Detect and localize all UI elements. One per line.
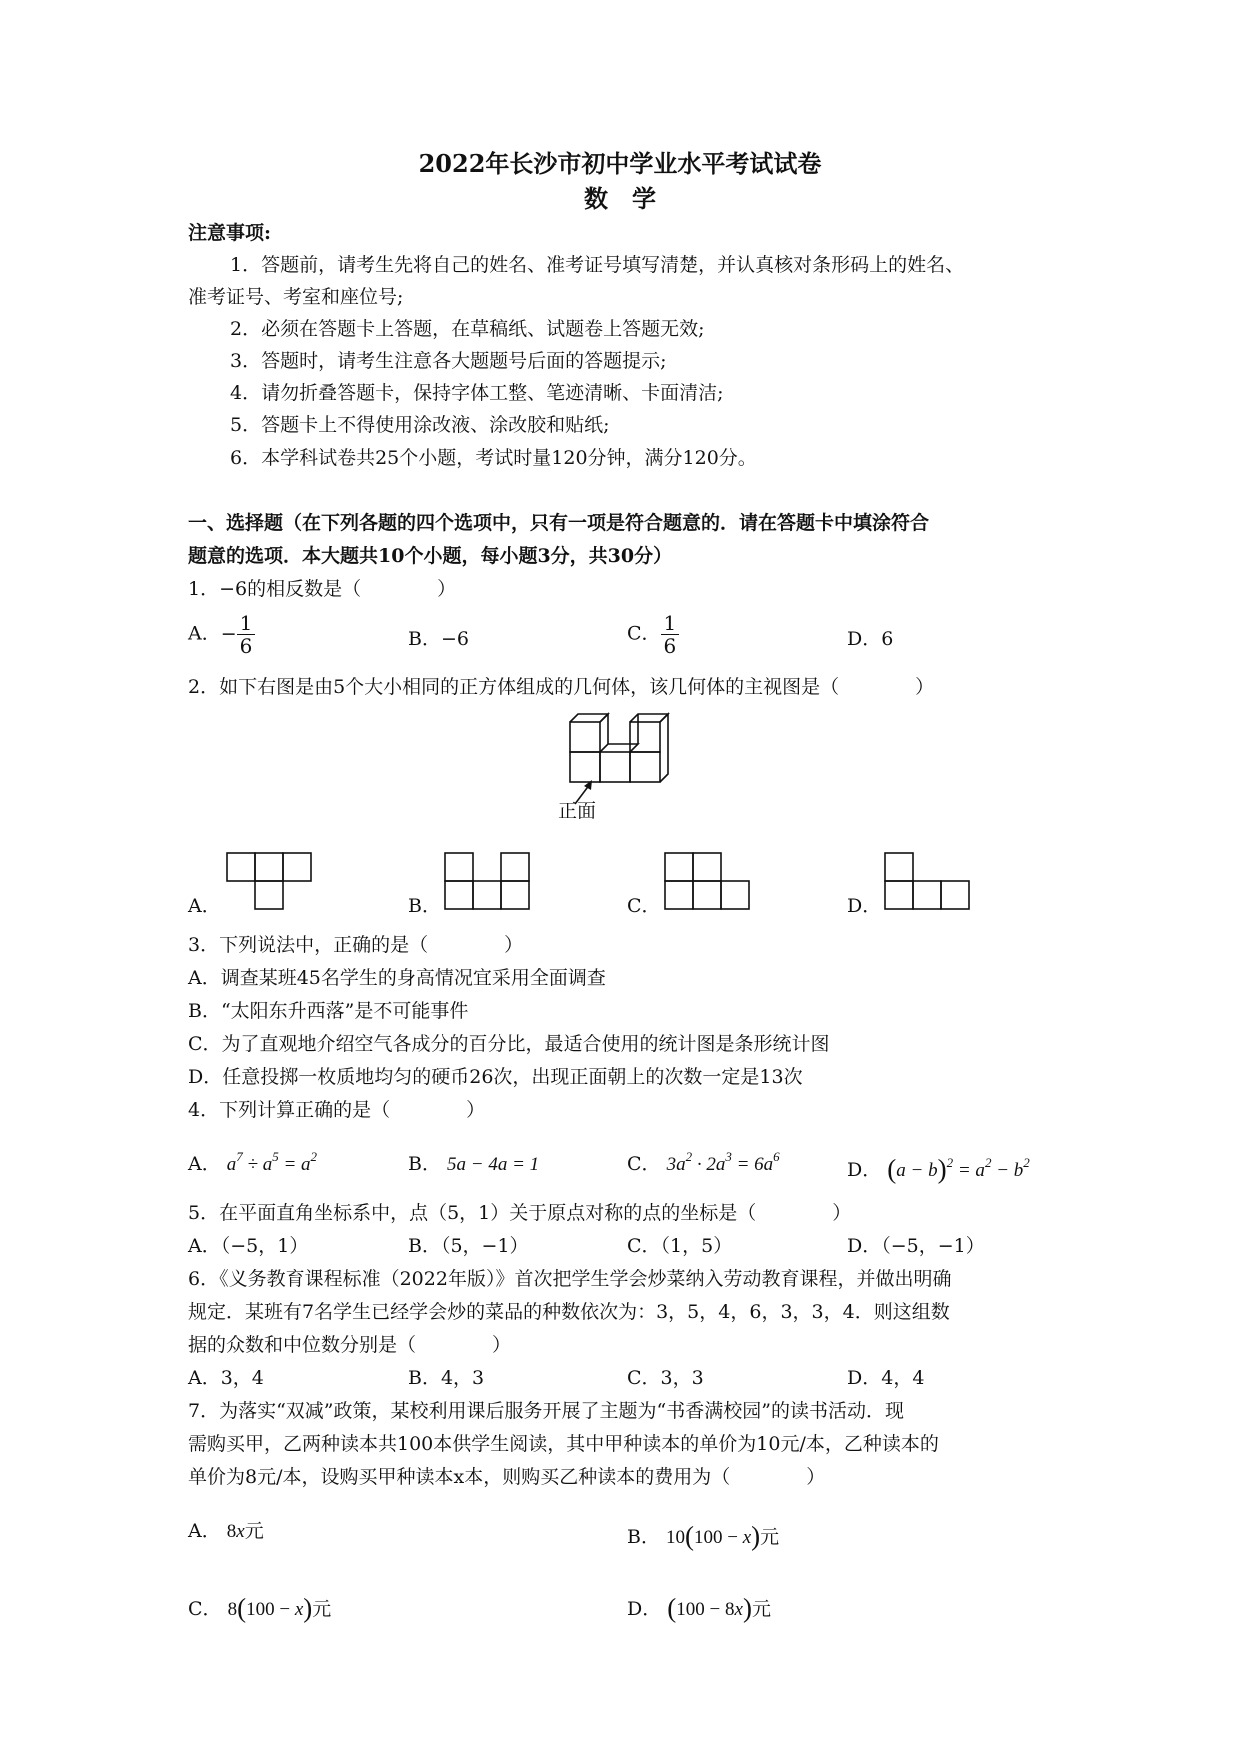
- q1-option-d: D．6: [847, 628, 894, 650]
- q4-a-label: A．: [188, 1153, 221, 1175]
- q6-option-d: D．4，4: [847, 1367, 925, 1389]
- q4-option-d: [847, 1153, 1030, 1185]
- notice-item-6: 6．本学科试卷共25个小题，考试时量120分钟，满分120分。: [230, 447, 757, 469]
- q5-option-c: C．（1，5）: [627, 1235, 733, 1257]
- q5-stem: 5．在平面直角坐标系中，点（5，1）关于原点对称的点的坐标是（ ）: [188, 1202, 852, 1224]
- q1-option-a: [188, 612, 255, 657]
- q4-stem: 4．下列计算正确的是（ ）: [188, 1099, 486, 1121]
- q1-a-num: 1: [237, 612, 256, 635]
- q4-a-expr: $a^7 \div a^5 = a^2$: [226, 1149, 318, 1175]
- q4-option-b: [408, 1153, 539, 1177]
- q2-stem: 2．如下右图是由5个大小相同的正方体组成的几何体，该几何体的主视图是（ ）: [188, 676, 935, 698]
- q7-b-unit: 元: [760, 1526, 780, 1548]
- q6-option-c: C．3，3: [627, 1367, 704, 1389]
- q7-option-d: [627, 1592, 771, 1624]
- q4-option-a: [188, 1149, 318, 1177]
- exam-title: 2022年长沙市初中学业水平考试试卷: [418, 149, 822, 178]
- q4-option-c: [627, 1149, 780, 1177]
- q6-stem-line2: 规定．某班有7名学生已经学会炒的菜品的种数依次为：3，5，4，6，3，3，4．则这组数: [188, 1301, 950, 1323]
- q7-stem-line1: 7．为落实“双减”政策，某校利用课后服务开展了主题为“书香满校园”的读书活动．现: [188, 1400, 904, 1422]
- q1-stem: 1．−6的相反数是（ ）: [188, 578, 457, 600]
- q7-a-label: A．: [188, 1520, 221, 1542]
- q2-figure-caption: 正面: [558, 800, 597, 822]
- notice-item-4: 4．请勿折叠答题卡，保持字体工整、笔迹清晰、卡面清洁;: [230, 382, 724, 404]
- notice-heading: 注意事项:: [188, 222, 272, 244]
- q1-c-num: 1: [661, 612, 680, 635]
- q4-c-label: C．: [627, 1153, 661, 1175]
- q3-option-d: D．任意投掷一枚质地均匀的硬币26次，出现正面朝上的次数一定是13次: [188, 1066, 803, 1088]
- q7-b-label: B．: [627, 1526, 660, 1548]
- q4-b-expr: 5a − 4a = 1: [447, 1154, 540, 1175]
- q7-b-expr: 10(100 − x): [666, 1521, 761, 1551]
- section1-heading-line2: 题意的选项．本大题共10个小题，每小题3分，共30分）: [188, 545, 673, 567]
- notice-item-1a: 1．答题前，请考生先将自己的姓名、准考证号填写清楚，并认真核对条形码上的姓名、: [230, 254, 965, 276]
- q2-a-label: A．: [188, 895, 221, 917]
- q1-a-sign: −: [220, 623, 237, 646]
- q4-c-expr: $3a^2 \cdot 2a^3 = 6a^6$: [666, 1149, 780, 1175]
- q5-option-d: D．（−5，−1）: [847, 1235, 985, 1257]
- q3-option-b: B．“太阳东升西落”是不可能事件: [188, 1000, 469, 1022]
- q1-option-c: [627, 612, 679, 657]
- q1-c-label: C．: [627, 622, 661, 645]
- q5-option-a: A．（−5，1）: [188, 1235, 309, 1257]
- q3-stem: 3．下列说法中，正确的是（ ）: [188, 934, 524, 956]
- q7-stem-line2: 需购买甲，乙两种读本共100本供学生阅读，其中甲种读本的单价为10元/本，乙种读本的: [188, 1433, 939, 1455]
- q1-a-den: 6: [239, 634, 253, 658]
- q4-b-label: B．: [408, 1153, 441, 1175]
- q6-stem-line1: 6．《义务教育课程标准（2022年版）》首次把学生学会炒菜纳入劳动教育课程，并做出明确: [188, 1268, 952, 1290]
- q2-b-label: B．: [408, 895, 441, 917]
- q3-option-c: C．为了直观地介绍空气各成分的百分比，最适合使用的统计图是条形统计图: [188, 1033, 830, 1055]
- q7-c-expr: 8(100 − x): [227, 1593, 313, 1623]
- q2-option-d-figure: [884, 852, 974, 916]
- notice-item-5: 5．答题卡上不得使用涂改液、涂改胶和贴纸;: [230, 414, 610, 436]
- notice-item-3: 3．答题时，请考生注意各大题题号后面的答题提示;: [230, 350, 667, 372]
- q7-c-unit: 元: [312, 1598, 332, 1620]
- q2-option-c-figure: [664, 852, 754, 916]
- q7-a-expr: 8x: [226, 1521, 245, 1542]
- q7-option-a: [188, 1520, 264, 1544]
- q2-option-a-figure: [226, 852, 316, 916]
- q7-c-label: C．: [188, 1598, 222, 1620]
- q5-option-b: B．（5，−1）: [408, 1235, 529, 1257]
- q1-c-fraction: [661, 612, 680, 657]
- q4-d-expr: $(a - b)^2 = a^2 - b^2$: [887, 1154, 1030, 1184]
- q1-c-den: 6: [663, 634, 677, 658]
- q2-d-label: D．: [847, 895, 882, 917]
- q7-option-b: [627, 1520, 779, 1552]
- q2-option-b-figure: [444, 852, 534, 916]
- q7-stem-line3: 单价为8元/本，设购买甲种读本x本，则购买乙种读本的费用为（ ）: [188, 1466, 826, 1488]
- q6-option-a: A．3，4: [188, 1367, 264, 1389]
- q1-option-b: B．−6: [408, 628, 469, 650]
- subject-title: 数 学: [584, 184, 656, 213]
- q7-d-label: D．: [627, 1598, 662, 1620]
- q2-c-label: C．: [627, 895, 661, 917]
- q1-a-fraction: [237, 612, 256, 657]
- q1-a-label: A．: [188, 622, 221, 645]
- q4-d-label: D．: [847, 1159, 882, 1181]
- q7-a-unit: 元: [244, 1520, 264, 1542]
- q7-d-unit: 元: [751, 1598, 771, 1620]
- q6-stem-line3: 据的众数和中位数分别是（ ）: [188, 1334, 512, 1356]
- q6-option-b: B．4，3: [408, 1367, 485, 1389]
- q7-d-expr: (100 − 8x): [667, 1593, 752, 1623]
- notice-item-2: 2．必须在答题卡上答题，在草稿纸、试题卷上答题无效;: [230, 318, 705, 340]
- q3-option-a: A．调查某班45名学生的身高情况宜采用全面调查: [188, 967, 606, 989]
- notice-item-1b: 准考证号、考室和座位号;: [188, 286, 404, 308]
- q7-option-c: [188, 1592, 331, 1624]
- section1-heading-line1: 一、选择题（在下列各题的四个选项中，只有一项是符合题意的．请在答题卡中填涂符合: [188, 512, 930, 534]
